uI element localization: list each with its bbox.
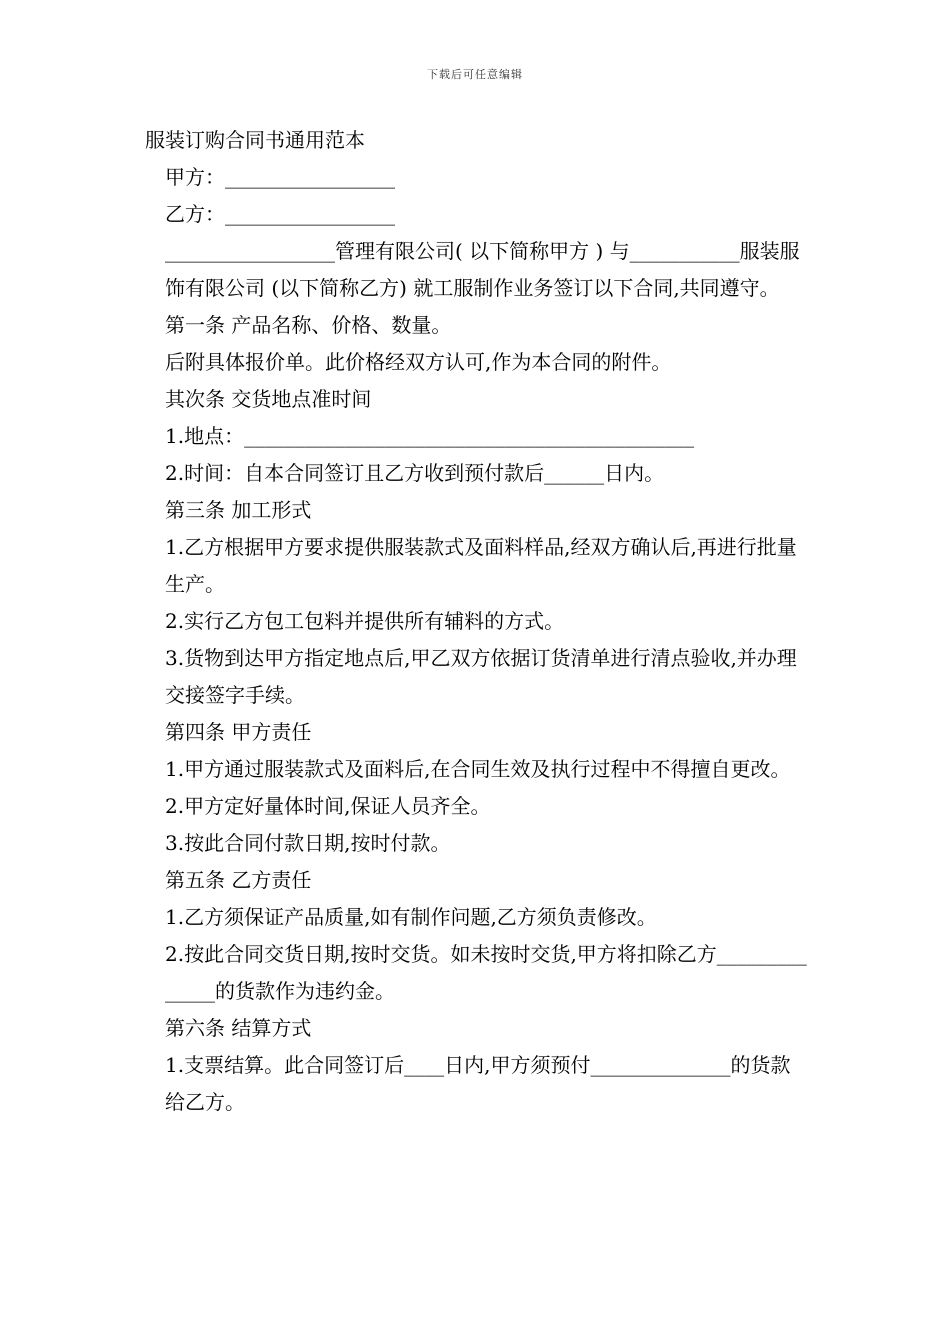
article-6-heading: 第六条 结算方式: [165, 1016, 312, 1040]
article-4-heading: 第四条 甲方责任: [165, 720, 312, 744]
article-1-text: 后附具体报价单。此价格经双方认可,作为本合同的附件。: [165, 350, 672, 374]
article-4-item-3: 3.按此合同付款日期,按时付款。: [165, 831, 451, 855]
party-b-line: 乙方：_________________: [165, 202, 395, 226]
article-1-heading: 第一条 产品名称、价格、数量。: [165, 313, 452, 337]
header-note: 下载后可任意编辑: [427, 68, 523, 81]
article-4-item-2: 2.甲方定好量体时间,保证人员齐全。: [165, 794, 491, 818]
intro-paragraph: _________________管理有限公司( 以下简称甲方 ) 与___________服装服饰有限公司 (以下简称乙方) 就工服制作业务签订以下合同,共同遵守。: [165, 239, 800, 300]
document-body: [145, 122, 810, 1121]
article-4-item-1: 1.甲方通过服装款式及面料后,在合同生效及执行过程中不得擅自更改。: [165, 757, 791, 781]
article-6-item-1: 1.支票结算。此合同签订后____日内,甲方须预付______________的货款给乙方。: [165, 1053, 791, 1114]
article-2-item-2: 2.时间：自本合同签订且乙方收到预付款后______日内。: [165, 461, 665, 485]
article-5-item-1: 1.乙方须保证产品质量,如有制作问题,乙方须负责修改。: [165, 905, 657, 929]
article-5-item-2: 2.按此合同交货日期,按时交货。如未按时交货,甲方将扣除乙方______________的货款作为违约金。: [165, 942, 807, 1003]
party-a-line: 甲方：_________________: [165, 165, 395, 189]
article-3-heading: 第三条 加工形式: [165, 498, 312, 522]
article-3-item-2: 2.实行乙方包工包料并提供所有辅料的方式。: [165, 609, 565, 633]
article-5-heading: 第五条 乙方责任: [165, 868, 312, 892]
document-title: 服装订购合同书通用范本: [145, 128, 365, 152]
article-2-heading: 其次条 交货地点准时间: [165, 387, 372, 411]
article-2-item-1: 1.地点：_____________________________________________: [165, 424, 695, 448]
article-3-item-3: 3.货物到达甲方指定地点后,甲乙双方依据订货清单进行清点验收,并办理交接签字手续。: [165, 646, 797, 707]
article-3-item-1: 1.乙方根据甲方要求提供服装款式及面料样品,经双方确认后,再进行批量生产。: [165, 535, 797, 596]
